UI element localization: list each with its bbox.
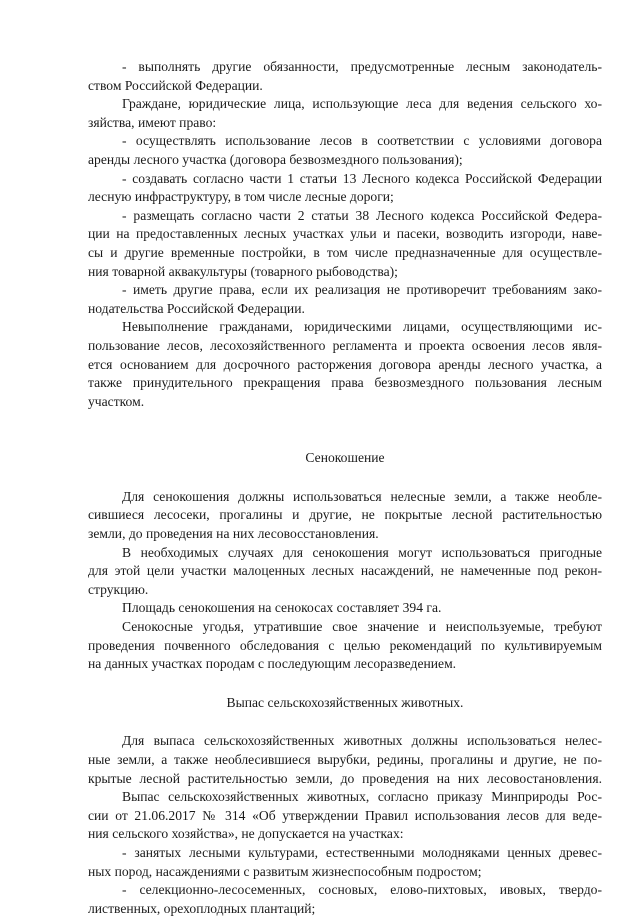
text-line: сии от 21.06.2017 № 314 «Об утверждении Правил использования лесов для веде- bbox=[88, 807, 602, 823]
text-line: зяйства, имеют право: bbox=[88, 114, 217, 130]
text-line: - выполнять другие обязанности, предусмотренные лесным законодатель- bbox=[122, 59, 602, 74]
text-line: ния сельского хозяйства», не допускается на участках: bbox=[88, 826, 404, 842]
block-spacer bbox=[88, 712, 602, 732]
text-line: земли, до проведения на них лесовосстановления. bbox=[88, 526, 379, 542]
text-line: сы и другие временные постройки, в том числе предназначенные для осуществле- bbox=[88, 244, 602, 260]
text-line: Граждане, юридические лица, использующие леса для ведения сельского хо- bbox=[122, 96, 602, 112]
text-line: В необходимых случаях для сенокошения могут использоваться пригодные bbox=[122, 544, 602, 560]
text-line: ством Российской Федерации. bbox=[88, 77, 263, 93]
section-heading-haymaking: Сенокошение bbox=[305, 450, 385, 466]
text-line: Сенокосные угодья, утратившие свое значение и неиспользуемые, требуют bbox=[122, 619, 602, 635]
text-line: ется основанием для досрочного расторжения договора аренды лесного участка, а bbox=[88, 356, 602, 372]
text-line: проведения почвенного обследования с целью рекомендаций по культивируемым bbox=[88, 637, 602, 653]
text-line: пользование лесов, лесохозяйственного регламента и проекта освоения лесов явля- bbox=[88, 337, 602, 353]
section-heading-grazing: Выпас сельскохозяйственных животных. bbox=[226, 694, 464, 710]
text-line: участком. bbox=[88, 393, 145, 409]
text-line: - занятых лесными культурами, естественными молодняками ценных древес- bbox=[122, 844, 602, 860]
text-line: ных пород, насаждениями с развитым жизнеспособным подростом; bbox=[88, 863, 482, 879]
text-line: также принудительного прекращения права безвозмездного пользования лесным bbox=[88, 375, 602, 391]
text-line: - осуществлять использование лесов в соответствии с условиями договора bbox=[122, 133, 602, 149]
text-line: - иметь другие права, если их реализация не противоречит требованиям зако- bbox=[122, 282, 602, 298]
text-block-obligations-rights bbox=[88, 58, 602, 411]
text-line: для этой цели участки малоценных лесных насаждений, не намеченные под рекон- bbox=[88, 563, 602, 579]
text-block-grazing bbox=[88, 732, 602, 918]
block-spacer bbox=[88, 674, 602, 694]
text-line: - размещать согласно части 2 статьи 38 Лесного кодекса Российской Федера- bbox=[122, 207, 602, 223]
text-line: Для выпаса сельскохозяйственных животных должны использоваться нелес- bbox=[122, 733, 602, 749]
text-line: - селекционно-лесосеменных, сосновых, елово-пихтовых, ивовых, твердо- bbox=[122, 882, 602, 898]
text-line: ные земли, а также необлесившиеся вырубки, редины, прогалины и другие, не по- bbox=[88, 752, 602, 767]
text-line: - создавать согласно части 1 статьи 13 Лесного кодекса Российской Федерации bbox=[122, 170, 602, 186]
block-spacer bbox=[88, 411, 602, 449]
text-line: лесную инфраструктуру, в том числе лесные дороги; bbox=[88, 189, 394, 205]
block-spacer bbox=[88, 468, 602, 488]
text-line: Невыполнение гражданами, юридическими лицами, осуществляющими ис- bbox=[122, 319, 602, 335]
document-page bbox=[88, 58, 602, 918]
text-line: нодательства Российской Федерации. bbox=[88, 300, 305, 316]
text-line: аренды лесного участка (договора безвозмездного пользования); bbox=[88, 151, 463, 167]
text-line: крытые лесной растительностью земли, до проведения на них лесовостановления. bbox=[88, 770, 602, 786]
text-line: ции на предоставленных лесных участках ульи и пасеки, возводить изгороди, наве- bbox=[88, 226, 602, 242]
text-line: ния товарной аквакультуры (товарного рыбоводства); bbox=[88, 263, 398, 279]
text-line: сившиеся лесосеки, прогалины и другие, не покрытые лесной растительностью bbox=[88, 507, 602, 523]
text-line: струкцию. bbox=[88, 581, 149, 597]
text-line: Для сенокошения должны использоваться нелесные земли, а также необле- bbox=[122, 488, 602, 504]
text-line: лиственных, орехоплодных плантаций; bbox=[88, 900, 316, 916]
text-line: Выпас сельскохозяйственных животных, согласно приказу Минприроды Рос- bbox=[122, 789, 602, 805]
text-line: Площадь сенокошения на сенокосах составляет 394 га. bbox=[122, 600, 442, 616]
text-line: на данных участках породам с последующим лесоразведением. bbox=[88, 656, 457, 672]
text-block-haymaking bbox=[88, 488, 602, 674]
